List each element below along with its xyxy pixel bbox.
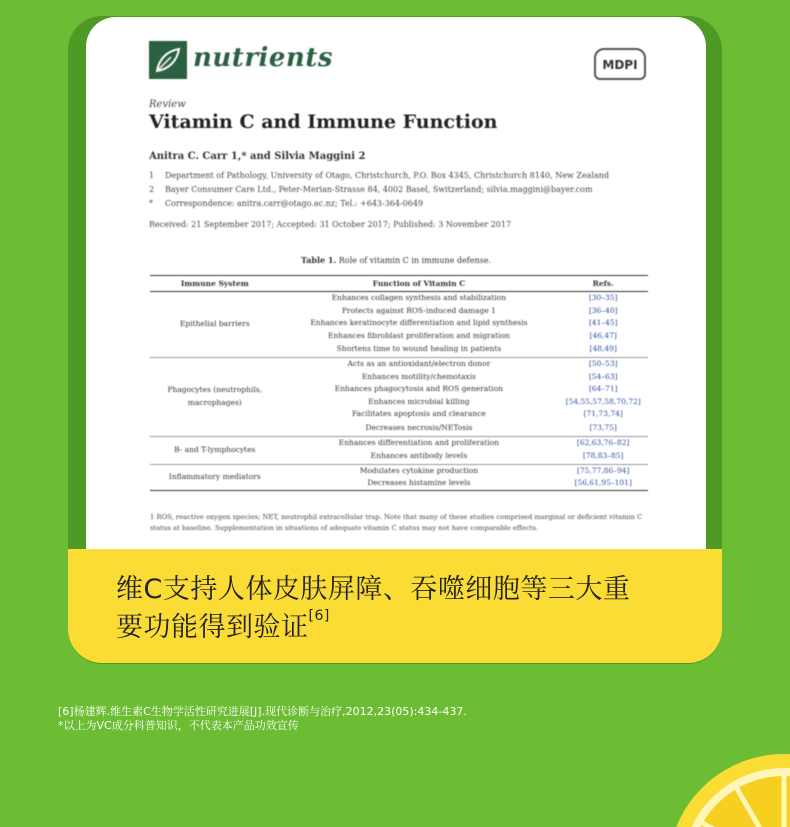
refs-link[interactable]: [75,77,86–94] [576, 465, 630, 475]
function-cell: Enhances antibody levels [279, 449, 558, 464]
correspondence: * Correspondence: anitra.carr@otago.ac.nz; Tel.: +643-364-0649 [149, 199, 424, 208]
paper-authors: Anitra C. Carr 1,* and Silvia Maggini 2 [149, 151, 366, 162]
refs-link[interactable]: [54,55,57,58,70,72] [565, 396, 641, 406]
function-cell: Modulates cytokine production [359, 465, 479, 475]
table-header: Immune System [150, 276, 279, 292]
affiliation-2: 2 Bayer Consumer Care Ltd., Peter-Merian-Strasse 84, 4002 Basel, Switzerland; silvia.maggini@bayer.com [149, 185, 593, 194]
affiliation-1: 1 Department of Pathology, University of Otago, Christchurch, P.O. Box 4345, Christchurch 8140, New Zealand [149, 171, 609, 180]
refs-link[interactable]: [30–35] [588, 293, 618, 302]
journal-name: nutrients [193, 43, 333, 73]
table-row [150, 464, 648, 477]
refs-link[interactable]: [78,83–85] [558, 449, 648, 464]
disclaimer-note: *以上为VC成分科普知识，不代表本产品功效宣传 [58, 719, 299, 732]
function-cell: Enhances microbial killing [368, 396, 470, 406]
reference-mark: [6] [308, 608, 330, 624]
table-header: Refs. [558, 276, 648, 292]
refs-link[interactable]: [56,61,95–101] [558, 477, 648, 490]
function-cell: Decreases necrosis/NETosis [279, 421, 558, 436]
function-cell: Decreases histamine levels [279, 477, 558, 490]
immune-system-cell: Phagocytes (neutrophils, macrophages) [150, 357, 279, 436]
article-type: Review [149, 99, 186, 110]
table-footnote: 1 ROS, reactive oxygen species; NET, neutrophil extracellular trap. Note that many of these studies comprised marginal or deficient vitamin C status at baseline. Supplementation in situations of adequate vitamin C status may not have comparable effects. [150, 513, 643, 532]
function-cell: Acts as an antioxidant/electron donor [347, 358, 491, 368]
table-header: Function of Vitamin C [279, 276, 558, 292]
refs-link[interactable]: [48,49] [558, 342, 648, 357]
refs-link[interactable]: [41–45] [588, 318, 618, 328]
function-cell: Facilitates apoptosis and clearance [351, 409, 486, 419]
function-cell: Protects against ROS-induced damage 1 [341, 305, 496, 315]
journal-logo-icon [149, 41, 187, 79]
immune-system-cell: B- and T-lymphocytes [150, 436, 279, 464]
immune-system-cell: Inflammatory mediators [150, 464, 279, 490]
refs-link[interactable]: [64–71] [588, 384, 618, 394]
function-cell: Enhances fibroblast proliferation and migration [327, 330, 510, 340]
refs-link[interactable]: [71,73,74] [583, 409, 623, 419]
immune-role-table [150, 275, 648, 491]
paper-card [86, 17, 706, 577]
function-cell: Enhances keratinocyte differentiation and lipid synthesis [310, 318, 528, 328]
highlight-banner [68, 549, 722, 663]
refs-link[interactable]: [46,47] [589, 330, 617, 340]
function-cell: Enhances collagen synthesis and stabilization [331, 293, 507, 302]
refs-link[interactable]: [62,63,76–82] [576, 437, 630, 447]
immune-system-cell: Epithelial barriers [150, 292, 279, 358]
refs-link[interactable]: [50–53] [588, 358, 618, 368]
paper-page [86, 17, 706, 577]
table-row [150, 292, 648, 305]
publisher-logo: MDPI [594, 48, 646, 80]
publication-dates: Received: 21 September 2017; Accepted: 31 October 2017; Published: 3 November 2017 [149, 220, 512, 229]
refs-link[interactable]: [36–40] [588, 305, 618, 315]
reference-note: [6]杨建辉.维生素C生物学活性研究进展[J].现代诊断与治疗,2012,23(05):434-437. [58, 705, 467, 718]
refs-link[interactable]: [73,75] [558, 421, 648, 436]
refs-link[interactable]: [54–63] [588, 371, 618, 381]
function-cell: Enhances motility/chemotaxis [361, 371, 476, 381]
lemon-slice-icon [666, 752, 790, 827]
function-cell: Enhances differentiation and proliferation [338, 437, 500, 447]
table-caption: Table 1. Role of vitamin C in immune defense. [301, 255, 491, 265]
function-cell: Enhances phagocytosis and ROS generation [334, 384, 504, 394]
table-row [150, 436, 648, 449]
paper-title: Vitamin C and Immune Function [149, 111, 498, 133]
function-cell: Shortens time to wound healing in patients [279, 342, 558, 357]
banner-text: 维C支持人体皮肤屏障、吞噬细胞等三大重 要功能得到验证[6] [116, 574, 631, 643]
table-row [150, 357, 648, 370]
